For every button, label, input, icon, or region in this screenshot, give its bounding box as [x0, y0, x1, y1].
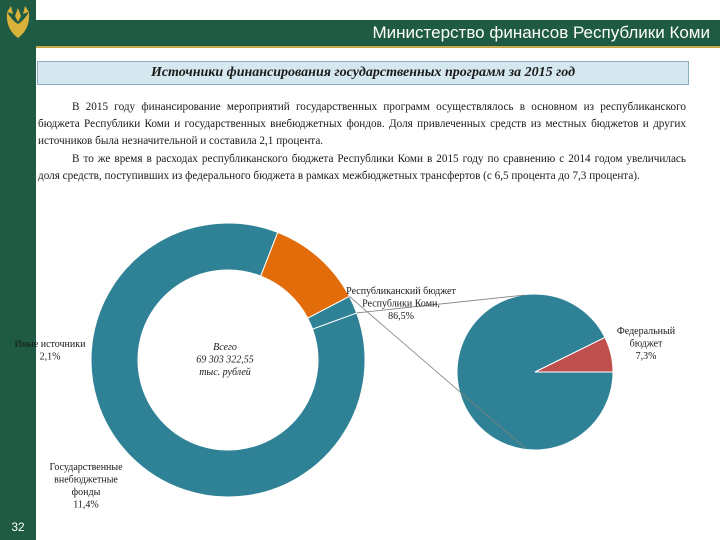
- slice-label-republican-budget: Республиканский бюджет Республики Коми, 86,5%: [346, 286, 456, 322]
- donut-center-label: Всего 69 303 322,55 тыс. рублей: [196, 342, 254, 378]
- slice-label-federal-budget: Федеральный бюджет 7,3%: [616, 326, 676, 362]
- header-title: Министерство финансов Республики Коми: [372, 23, 710, 42]
- slice-label-extrabudgetary-funds: Государственные внебюджетные фонды 11,4%: [49, 462, 123, 511]
- paragraph: В 2015 году финансирование мероприятий государственных программ осуществлялось в основном из республиканского бюджета Республики Коми и государственных внебюджетных фондов. Доля привлеченных средств из местных бюджетов и других источников была незначительной и составила 2,1 процента.: [38, 101, 686, 148]
- section-title: Источники финансирования государственных программ за 2015 год: [150, 65, 576, 80]
- paragraph: В то же время в расходах республиканского бюджета Республики Коми в 2015 году по сравнению с 2014 годом увеличилась доля средств, поступивших из федерального бюджета в рамках межбюджетных трансфертов (с 6,5 процента до 7,3 процента).: [38, 152, 686, 182]
- page-number: 32: [11, 520, 25, 534]
- slice-label-other-sources: Иные источники 2,1%: [14, 339, 86, 363]
